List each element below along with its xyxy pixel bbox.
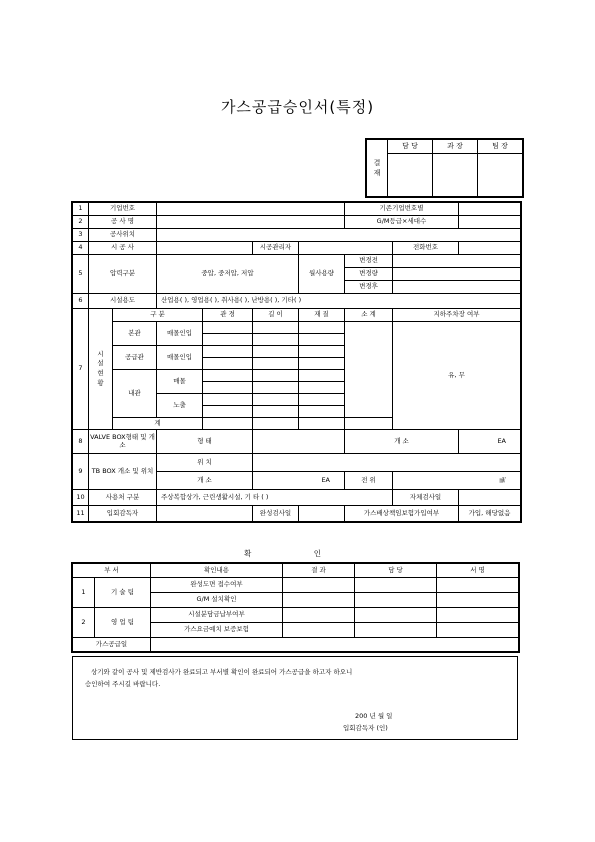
signature-cell[interactable] [437, 593, 519, 608]
field-label: 기업번호 [89, 203, 157, 216]
column-header: 구 분 [113, 309, 203, 322]
field-label: 월사용량 [299, 255, 345, 294]
main-pipe-label: 본관 [113, 322, 157, 346]
approval-side-label: 결 재 [367, 140, 388, 197]
pipe-cell[interactable] [299, 406, 345, 418]
usage-before-value[interactable] [393, 255, 521, 268]
usage-sub-label: 변경전 [345, 255, 393, 268]
owner-cell[interactable] [355, 623, 437, 638]
request-line: 승인하여 주시길 바랍니다. [85, 679, 161, 688]
total-cell[interactable] [299, 418, 345, 430]
supply-date-label: 가스공급일 [73, 638, 151, 652]
total-cell[interactable] [203, 418, 253, 430]
column-header: 지하주차장 여부 [393, 309, 521, 322]
pipe-cell[interactable] [299, 322, 345, 334]
pipe-cell[interactable] [203, 334, 253, 346]
approval-sign-box[interactable] [388, 154, 433, 197]
total-cell[interactable] [253, 418, 299, 430]
row-number: 9 [73, 454, 89, 490]
pipe-cell[interactable] [203, 406, 253, 418]
company-number-value[interactable] [157, 203, 345, 216]
row-number: 8 [73, 430, 89, 454]
inner-pipe-label: 내관 [113, 370, 157, 418]
pipe-cell[interactable] [299, 346, 345, 358]
column-header: 결 과 [283, 564, 355, 578]
usage-type-options[interactable]: 주상복합상가, 근린생활시설, 기 타 ( ) [157, 490, 393, 506]
field-label: 시 공 사 [89, 242, 157, 255]
field-label: 압력구분 [89, 255, 157, 294]
field-label: 사용처 구분 [89, 490, 157, 506]
field-label: 자체검사일 [393, 490, 459, 506]
usage-sub-label: 변경후 [345, 281, 393, 294]
row-number: 5 [73, 255, 89, 294]
pipe-cell[interactable] [299, 370, 345, 382]
completion-date-value[interactable] [299, 506, 345, 522]
row-number: 3 [73, 229, 89, 242]
pipe-cell[interactable] [203, 382, 253, 394]
field-label: 시공관리자 [253, 242, 299, 255]
supply-pipe-label: 공급관 [113, 346, 157, 370]
pipe-cell[interactable] [299, 358, 345, 370]
field-label: 공사위치 [89, 229, 157, 242]
subtotal-cell[interactable] [345, 322, 393, 418]
column-header: 재 질 [299, 309, 345, 322]
check-item: G/M 설치확인 [151, 593, 283, 608]
result-cell[interactable] [283, 623, 355, 638]
total-label: 계 [113, 418, 203, 430]
field-label: 위 치 [157, 454, 253, 472]
pipe-cell[interactable] [253, 394, 299, 406]
tb-count-unit[interactable]: EA [253, 472, 345, 490]
field-label: TB BOX 개소 및 위치 [89, 454, 157, 490]
check-item: 가스요금예치 보증보험 [151, 623, 283, 638]
approval-role: 과 장 [433, 140, 478, 154]
row-number: 11 [73, 506, 89, 522]
request-date[interactable]: 200 년 월 일 [355, 712, 393, 720]
field-label: 전화번호 [393, 242, 459, 255]
request-box [72, 656, 518, 740]
field-label: 형 태 [157, 430, 253, 454]
row-number: 1 [73, 203, 89, 216]
field-label: G/M등급×세대수 [345, 216, 459, 229]
field-label: 입회감독자 [89, 506, 157, 522]
pipe-cell[interactable] [253, 370, 299, 382]
row-number: 2 [73, 608, 95, 638]
signature-cell[interactable] [437, 608, 519, 623]
field-label: 개 소 [345, 430, 459, 454]
row-number: 4 [73, 242, 89, 255]
field-label: 가스배상책임보험가입여부 [345, 506, 459, 522]
buried-inlet-label: 매몰인입 [157, 346, 203, 370]
self-inspection-date-value[interactable] [459, 490, 521, 506]
pipe-cell[interactable] [299, 334, 345, 346]
pipe-cell[interactable] [253, 346, 299, 358]
signature-cell[interactable] [437, 578, 519, 593]
pipe-cell[interactable] [253, 334, 299, 346]
column-header: 확인내용 [151, 564, 283, 578]
check-item: 시설분담금납부여부 [151, 608, 283, 623]
result-cell[interactable] [283, 608, 355, 623]
approval-table [366, 139, 523, 197]
row-number: 6 [73, 294, 89, 309]
buried-label: 매몰 [157, 370, 203, 394]
field-label: 시설용도 [89, 294, 157, 309]
tb-position-value[interactable] [253, 454, 521, 472]
buried-inlet-label: 매몰인입 [157, 322, 203, 346]
column-header: 관 경 [203, 309, 253, 322]
field-label: VALVE BOX형태 및 개소 [89, 430, 157, 454]
total-cell[interactable] [345, 418, 393, 430]
approval-role: 팀 장 [478, 140, 523, 154]
insurance-options[interactable]: 가입, 해당없음 [459, 506, 521, 522]
contractor-value[interactable] [157, 242, 253, 255]
pipe-cell[interactable] [203, 370, 253, 382]
row-number: 10 [73, 490, 89, 506]
row-number: 1 [73, 578, 95, 608]
dept-label: 기 술 팀 [95, 578, 151, 608]
existing-number-value[interactable] [459, 203, 521, 216]
exposed-label: 노출 [157, 394, 203, 418]
pressure-options[interactable]: 중압, 중저압, 저압 [157, 255, 299, 294]
field-label: 개 소 [157, 472, 253, 490]
document-title: 가스공급승인서(특정) [220, 98, 375, 116]
column-header: 길 이 [253, 309, 299, 322]
facility-status-label: 시 설 현 황 [89, 309, 113, 430]
signature-cell[interactable] [437, 623, 519, 638]
gm-grade-value[interactable] [459, 216, 521, 229]
usage-sub-label: 변경량 [345, 268, 393, 281]
supply-date-value[interactable] [151, 638, 519, 652]
approval-sign-box[interactable] [433, 154, 478, 197]
valve-shape-value[interactable] [253, 430, 345, 454]
tb-voltage-unit[interactable]: ㎷ [393, 472, 521, 490]
column-header: 부 서 [73, 564, 151, 578]
confirm-heading: 확 인 [244, 549, 351, 558]
field-label: 전 위 [345, 472, 393, 490]
owner-cell[interactable] [355, 593, 437, 608]
field-label: 완성검사일 [253, 506, 299, 522]
field-label: 기존기업번호별 [345, 203, 459, 216]
pipe-cell[interactable] [299, 382, 345, 394]
request-signer[interactable]: 입회감독자 (인) [343, 724, 388, 732]
phone-value[interactable] [459, 242, 521, 255]
column-header: 소 계 [345, 309, 393, 322]
approval-sign-box[interactable] [478, 154, 523, 197]
underground-parking-answer[interactable]: 유, 무 [393, 322, 521, 430]
confirm-table [72, 563, 519, 652]
owner-cell[interactable] [355, 608, 437, 623]
row-number: 7 [73, 309, 89, 430]
field-label: 공 사 명 [89, 216, 157, 229]
pipe-cell[interactable] [299, 394, 345, 406]
pipe-cell[interactable] [203, 346, 253, 358]
supervisor-value[interactable] [157, 506, 253, 522]
pipe-cell[interactable] [253, 322, 299, 334]
pipe-cell[interactable] [203, 322, 253, 334]
pipe-cell[interactable] [253, 406, 299, 418]
column-header: 서 명 [437, 564, 519, 578]
dept-label: 영 업 팀 [95, 608, 151, 638]
main-table [72, 202, 521, 522]
usage-change-value[interactable] [393, 268, 521, 281]
column-header: 담 당 [355, 564, 437, 578]
result-cell[interactable] [283, 593, 355, 608]
request-text [85, 667, 353, 690]
manager-value[interactable] [299, 242, 393, 255]
project-name-value[interactable] [157, 216, 345, 229]
pipe-cell[interactable] [203, 394, 253, 406]
request-line: 상기와 같이 공사 및 제반검사가 완료되고 부서별 확인이 완료되어 가스공급을 하고자 하오니 [91, 668, 353, 676]
pipe-cell[interactable] [253, 358, 299, 370]
check-item: 완성도면 접수여부 [151, 578, 283, 593]
usage-after-value[interactable] [393, 281, 521, 294]
result-cell[interactable] [283, 578, 355, 593]
facility-use-options[interactable]: 산업용( ), 영업용( ), 취사용( ), 난방용( ), 기타( ) [157, 294, 521, 309]
project-location-value[interactable] [157, 229, 521, 242]
owner-cell[interactable] [355, 578, 437, 593]
valve-count-unit[interactable]: EA [459, 430, 521, 454]
row-number: 2 [73, 216, 89, 229]
pipe-cell[interactable] [253, 382, 299, 394]
approval-role: 담 당 [388, 140, 433, 154]
pipe-cell[interactable] [203, 358, 253, 370]
